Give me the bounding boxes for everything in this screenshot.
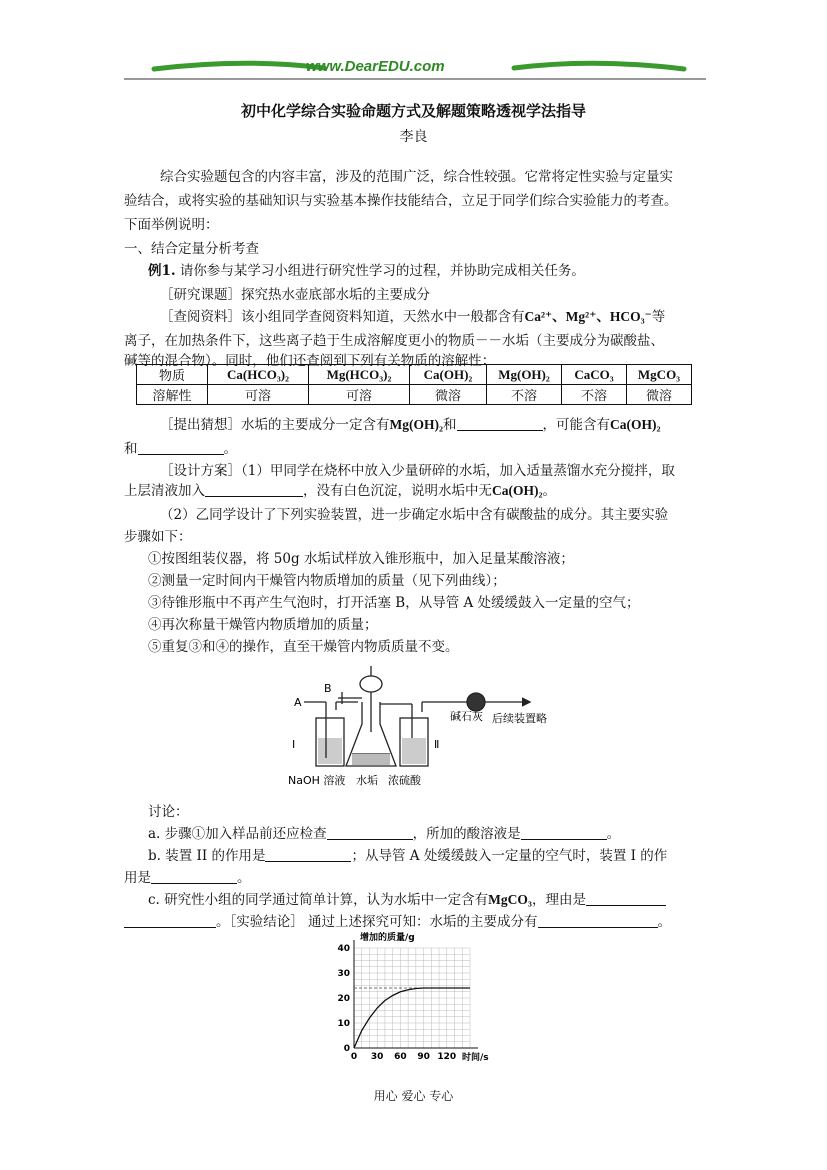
footer: 用心 爱心 专心 xyxy=(373,1089,454,1103)
text: 。［实验结论］ 通过上述探究可知：水垢的主要成分有 xyxy=(216,914,538,930)
table-cell: 可溶 xyxy=(208,385,309,405)
y-axis-label: 增加的质量/g xyxy=(360,933,415,943)
table-cell: CaCO₃ xyxy=(562,365,627,385)
discussion-label: 讨论： xyxy=(148,804,189,820)
formula: Ca(OH)₂ xyxy=(610,417,661,432)
answer-blank[interactable] xyxy=(151,870,237,884)
author: 李良 xyxy=(399,129,428,145)
hypothesis-line xyxy=(160,413,661,433)
data-line-3: 碱等的混合物）。同时，他们还查阅到下列有关物质的溶解性： xyxy=(124,353,496,369)
design2-line-2: 步骤如下： xyxy=(124,529,192,545)
step-5: ⑤重复③和④的操作，直至干燥管内物质质量不变。 xyxy=(148,639,459,655)
step-3: ③待锥形瓶中不再产生气泡时，打开活塞 B，从导管 A 处缓缓鼓入一定量的空气； xyxy=(148,595,640,611)
answer-blank[interactable] xyxy=(586,892,666,906)
text: 。 xyxy=(542,483,557,499)
table-cell: 微溶 xyxy=(410,385,487,405)
text: 。 xyxy=(606,826,621,842)
design-line-1: ［设计方案］（1）甲同学在烧杯中放入少量研碎的水垢，加入适量蒸馏水充分搅拌，取 xyxy=(160,463,675,479)
answer-blank[interactable] xyxy=(457,417,543,431)
mass-time-chart xyxy=(320,930,510,1066)
example-text: 请你参与某学习小组进行研究性学习的过程，并协助完成相关任务。 xyxy=(175,263,585,279)
formula: Ca(OH)₂ xyxy=(492,483,543,498)
example-label: 例1. xyxy=(148,263,176,279)
chart-grid xyxy=(354,948,470,1048)
table-cell: MgCO₃ xyxy=(627,365,692,385)
hypothesis-line-2 xyxy=(124,437,237,457)
answer-blank[interactable] xyxy=(138,441,224,455)
design2-line-1: （2）乙同学设计了下列实验装置，进一步确定水垢中含有碳酸盐的成分。其主要实验 xyxy=(160,507,669,523)
example-1 xyxy=(148,259,585,279)
separatory-funnel xyxy=(360,676,382,692)
formula: Mg(OH)₂ xyxy=(389,417,444,432)
table-cell: Mg(HCO₃)₂ xyxy=(309,365,410,385)
x-tick-label: 120 xyxy=(437,1052,457,1062)
label-scale: 水垢 xyxy=(356,774,378,787)
table-cell: Ca(OH)₂ xyxy=(410,365,487,385)
site-url[interactable]: www.DearEDU.com xyxy=(306,58,445,75)
table-cell: 溶解性 xyxy=(137,385,208,405)
design-line-2 xyxy=(124,479,556,499)
x-tick-label: 60 xyxy=(394,1052,407,1062)
table-cell: 微溶 xyxy=(627,385,692,405)
table-cell: 不溶 xyxy=(562,385,627,405)
x-tick-label: 0 xyxy=(350,1052,358,1062)
section-heading: 一、结合定量分析考查 xyxy=(124,241,259,257)
text: b. 装置 II 的作用是 xyxy=(148,848,266,864)
table-cell: 物质 xyxy=(137,365,208,385)
x-tick-label: 90 xyxy=(417,1052,430,1062)
label-i: I xyxy=(292,738,296,751)
text: 。 xyxy=(223,441,237,457)
intro-line-3: 下面举例说明： xyxy=(124,217,219,233)
answer-blank[interactable] xyxy=(205,483,303,497)
table-cell: 不溶 xyxy=(487,385,562,405)
text: ，所加的酸溶液是 xyxy=(412,826,521,842)
x-axis-label: 时间/s xyxy=(462,1053,489,1063)
step-2: ②测量一定时间内干燥管内物质增加的质量（见下列曲线）； xyxy=(148,573,506,589)
answer-blank[interactable] xyxy=(538,914,658,928)
label-acid: 浓硫酸 xyxy=(388,774,421,787)
table-cell: 可溶 xyxy=(309,385,410,405)
data-line-2: 离子，在加热条件下，这些离子趋于生成溶解度更小的物质－－水垢（主要成分为碳酸盐、 xyxy=(124,333,664,349)
solubility-table xyxy=(136,364,692,405)
question-b-cont xyxy=(124,866,251,886)
formula: MgCO₃ xyxy=(488,892,532,907)
answer-blank[interactable] xyxy=(521,826,607,840)
text: ，没有白色沉淀，说明水垢中无 xyxy=(303,483,492,499)
research-topic: ［研究课题］探究热水壶底部水垢的主要成分 xyxy=(160,287,430,303)
answer-blank[interactable] xyxy=(265,848,351,862)
text: 用是 xyxy=(124,870,151,886)
intro-line-2: 验结合，或将实验的基础知识与实验基本操作技能结合，立足于同学们综合实验能力的考查。 xyxy=(124,193,678,209)
step-4: ④再次称量干燥管内物质增加的质量； xyxy=(148,617,378,633)
question-c xyxy=(148,888,666,908)
y-tick-label: 40 xyxy=(337,944,350,954)
question-a xyxy=(148,822,620,842)
table-row xyxy=(137,385,692,405)
text: 。 xyxy=(657,914,672,930)
text: 。 xyxy=(237,870,251,886)
text: 和 xyxy=(443,417,457,433)
label-b: B xyxy=(324,682,332,695)
table-cell: Ca(HCO₃)₂ xyxy=(208,365,309,385)
x-tick-label: 30 xyxy=(370,1052,384,1062)
label-ii: Ⅱ xyxy=(434,738,440,751)
intro-line-1: 综合实验题包含的内容丰富，涉及的范围广泛，综合性较强。它常将定性实验与定量实 xyxy=(160,169,673,185)
answer-blank[interactable] xyxy=(327,826,413,840)
text: ，理由是 xyxy=(531,892,586,908)
label-naoh: NaOH 溶液 xyxy=(288,774,346,787)
y-tick-label: 0 xyxy=(343,1044,350,1054)
drying-tube xyxy=(467,693,485,711)
question-b xyxy=(148,844,667,864)
label-next: 后续装置略 xyxy=(492,712,547,725)
ions-formula: Ca²⁺、Mg²⁺、HCO₃⁻ xyxy=(524,309,652,324)
text: 和 xyxy=(124,441,138,457)
data-text: ［查阅资料］该小组同学查阅资料知道，天然水中一般都含有 xyxy=(160,309,525,325)
text: ，可能含有 xyxy=(542,417,611,433)
page-title: 初中化学综合实验命题方式及解题策略透视学法指导 xyxy=(240,102,586,120)
series-line xyxy=(354,988,470,1048)
table-header-row xyxy=(137,365,692,385)
table-cell: Mg(OH)₂ xyxy=(487,365,562,385)
step-1: ①按图组装仪器，将 50g 水垢试样放入锥形瓶中，加入足量某酸溶液； xyxy=(148,551,574,567)
data-line-1 xyxy=(160,305,665,325)
apparatus-diagram xyxy=(282,662,562,792)
data-end: 等 xyxy=(651,309,666,325)
y-tick-label: 20 xyxy=(337,994,350,1004)
text: 上层清液加入 xyxy=(124,483,205,499)
label-soda-lime: 碱石灰 xyxy=(450,710,483,723)
text: ；从导管 A 处缓缓鼓入一定量的空气时，装置 I 的作 xyxy=(351,848,668,864)
text: ［提出猜想］水垢的主要成分一定含有 xyxy=(160,417,390,433)
y-tick-label: 10 xyxy=(337,1019,350,1029)
answer-blank[interactable] xyxy=(124,914,216,928)
y-tick-label: 30 xyxy=(337,969,350,979)
label-a: A xyxy=(294,696,302,709)
text: a. 步骤①加入样品前还应检查 xyxy=(148,826,327,842)
conclusion xyxy=(124,910,671,930)
text: c. 研究性小组的同学通过简单计算，认为水垢中一定含有 xyxy=(148,892,489,908)
